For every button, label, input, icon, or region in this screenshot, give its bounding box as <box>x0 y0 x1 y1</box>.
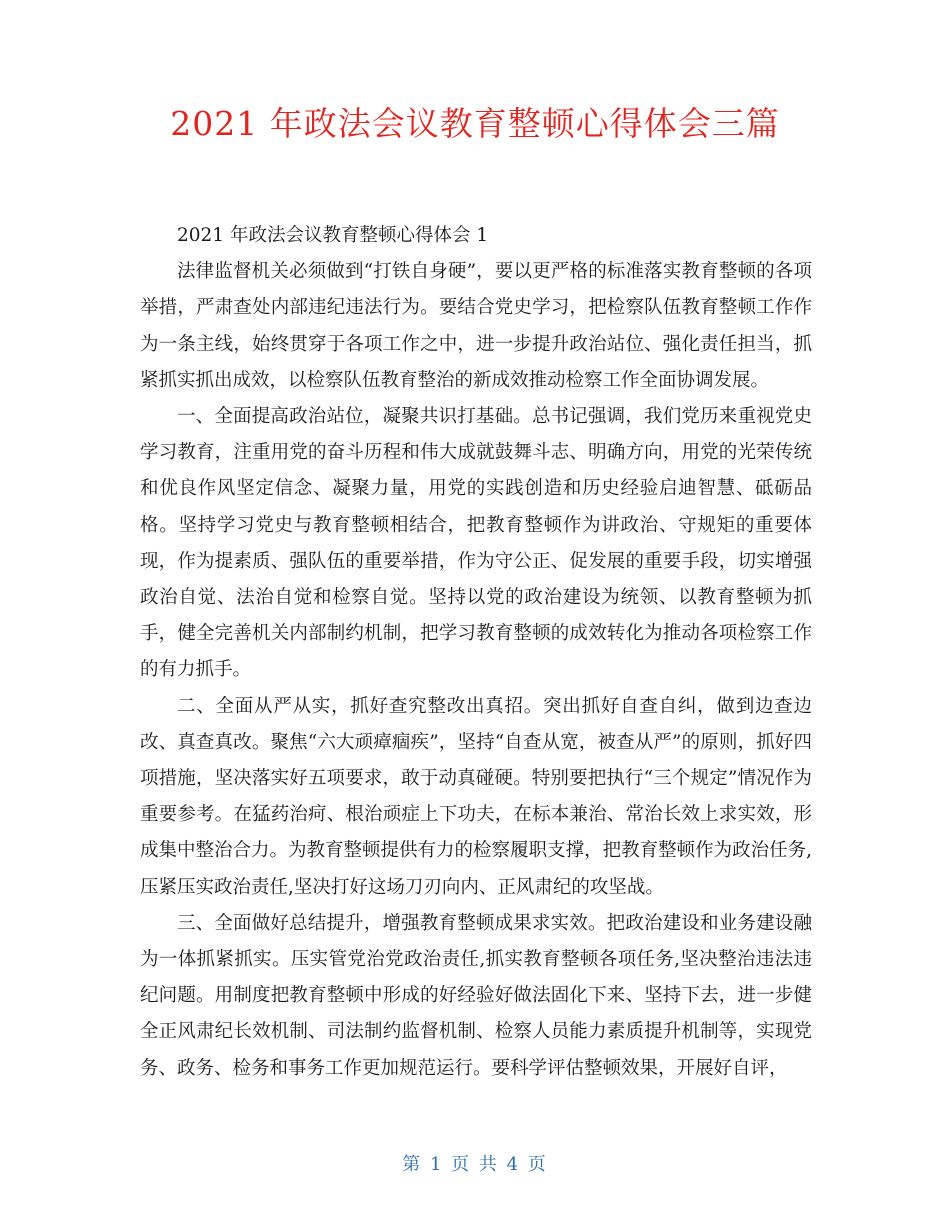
document-body <box>140 218 812 1087</box>
paragraph-point-2: 二、全面从严从实，抓好查究整改出真招。突出抓好自查自纠，做到边查边改、真查真改。聚焦“六大顽瘴痼疾”，坚持“自查从宽，被查从严”的原则，抓好四项措施，坚决落实好五项要求，敢于动真碰硬。特别要把执行“三个规定”情况作为重要参考。在猛药治疴、根治顽症上下功夫，在标本兼治、常治长效上求实效，形成集中整治合力。为教育整顿提供有力的检察履职支撑，把教育整顿作为政治任务,压紧压实政治责任,坚决打好这场刀刃向内、正风肃纪的攻坚战。 <box>140 695 812 898</box>
page-number-footer: 第 1 页 共 4 页 <box>402 1154 548 1175</box>
paragraph-intro: 法律监督机关必须做到“打铁自身硬”，要以更严格的标准落实教育整顿的各项举措，严肃查处内部违纪违法行为。要结合党史学习，把检察队伍教育整顿工作作为一条主线，始终贯穿于各项工作之中，进一步提升政治站位、强化责任担当，抓紧抓实抓出成效，以检察队伍教育整治的新成效推动检察工作全面协调发展。 <box>140 261 812 391</box>
document-title: 2021 年政法会议教育整顿心得体会三篇 <box>170 104 780 143</box>
paragraph-point-3: 三、全面做好总结提升，增强教育整顿成果求实效。把政治建设和业务建设融为一体抓紧抓实。压实管党治党政治责任,抓实教育整顿各项任务,坚决整治违法违纪问题。用制度把教育整顿中形成的好经验好做法固化下来、坚持下去，进一步健全正风肃纪长效机制、司法制约监督机制、检察人员能力素质提升机制等，实现党务、政务、检务和事务工作更加规范运行。要科学评估整顿效果，开展好自评， <box>140 912 812 1079</box>
section-subheading: 2021 年政法会议教育整顿心得体会 1 <box>177 225 489 246</box>
paragraph-point-1: 一、全面提高政治站位，凝聚共识打基础。总书记强调，我们党历来重视党史学习教育，注重用党的奋斗历程和伟大成就鼓舞斗志、明确方向，用党的光荣传统和优良作风坚定信念、凝聚力量，用党的实践创造和历史经验启迪智慧、砥砺品格。坚持学习党史与教育整顿相结合，把教育整顿作为讲政治、守规矩的重要体现，作为提素质、强队伍的重要举措，作为守公正、促发展的重要手段，切实增强政治自觉、法治自觉和检察自觉。坚持以党的政治建设为统领、以教育整顿为抓手，健全完善机关内部制约机制，把学习教育整顿的成效转化为推动各项检察工作的有力抓手。 <box>140 406 812 681</box>
